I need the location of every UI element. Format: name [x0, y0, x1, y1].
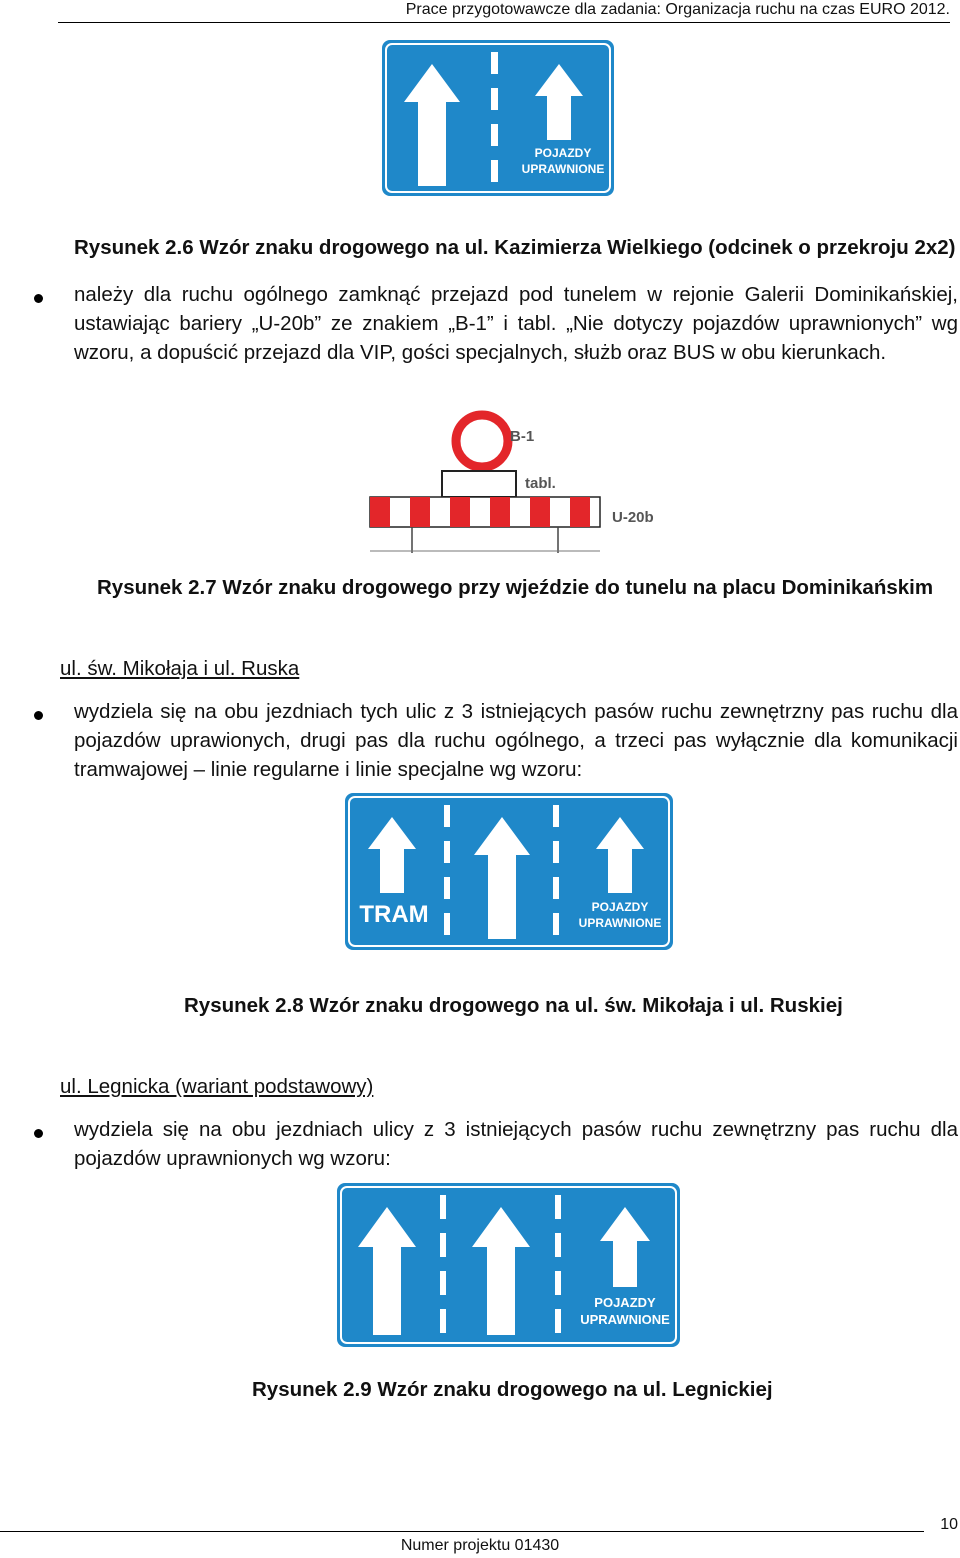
figure-2-7-barrier-diagram: [360, 405, 670, 557]
header-divider: [58, 22, 950, 23]
figure-2-7-caption: Rysunek 2.7 Wzór znaku drogowego przy wjeździe do tunelu na placu Dominikańskim: [97, 576, 934, 599]
page-number: 10: [940, 1516, 958, 1533]
bullet-icon: [34, 294, 43, 303]
u20b-barrier: [370, 497, 600, 527]
footer-divider: [0, 1531, 924, 1532]
sign-text-line-1: POJAZDY: [591, 900, 649, 914]
figure-2-8-lane-sign: [345, 793, 673, 950]
figure-2-6-caption: Rysunek 2.6 Wzór znaku drogowego na ul. Kazimierza Wielkiego (odcinek o przekroju 2x2): [74, 236, 956, 259]
bullet-1-text: należy dla ruchu ogólnego zamknąć przejazd pod tunelem w rejonie Galerii Dominikańskiej, ustawiając bariery „U-20b” ze znakiem „B-1” i tabl. „Nie dotyczy pojazdów uprawnionych” wg wzoru, a dopuścić przejazd dla VIP, gości specjalnych, służb oraz BUS w obu kierunkach.: [74, 283, 958, 364]
sign-text-line-2: UPRAWNIONE: [521, 162, 605, 176]
sign-text-line-1: POJAZDY: [534, 146, 592, 160]
bullet-icon: [34, 1129, 43, 1138]
bullet-3-text: wydziela się na obu jezdniach ulicy z 3 istniejących pasów ruchu zewnętrzny pas ruchu dla pojazdów uprawnionych wg wzoru:: [74, 1118, 958, 1170]
page-header-title: Prace przygotowawcze dla zadania: Organizacja ruchu na czas EURO 2012.: [405, 1, 950, 18]
label-tabl: tabl.: [525, 475, 556, 492]
sign-text-line-2: UPRAWNIONE: [578, 916, 662, 930]
footer-project-number: Numer projektu 01430: [400, 1537, 560, 1554]
figure-2-9-lane-sign: [337, 1183, 680, 1347]
section-heading-mikolaja-ruska: ul. św. Mikołaja i ul. Ruska: [60, 657, 300, 680]
figure-2-9-caption: Rysunek 2.9 Wzór znaku drogowego na ul. Legnickiej: [252, 1378, 773, 1401]
bullet-2-text: wydziela się na obu jezdniach tych ulic z 3 istniejących pasów ruchu zewnętrzny pas ruchu dla pojazdów uprawionych, drugi pas dla ruchu ogólnego, a trzeci pas wyłącznie dla komunikacji tramwajowej – linie regularne i linie specjalne wg wzoru:: [74, 700, 958, 781]
section-heading-legnicka: ul. Legnicka (wariant podstawowy): [60, 1075, 374, 1098]
tabl-plate: [442, 471, 516, 497]
sign-text-line-2: UPRAWNIONE: [580, 1312, 670, 1327]
figure-2-8-caption: Rysunek 2.8 Wzór znaku drogowego na ul. św. Mikołaja i ul. Ruskiej: [184, 994, 843, 1017]
sign-text-line-1: POJAZDY: [594, 1295, 656, 1310]
label-b1: B-1: [510, 428, 535, 445]
figure-2-6-lane-sign: [382, 40, 614, 196]
tram-label: TRAM: [359, 901, 429, 928]
bullet-icon: [34, 711, 43, 720]
b1-sign-icon: [456, 415, 508, 467]
label-u20b: U-20b: [612, 509, 654, 526]
